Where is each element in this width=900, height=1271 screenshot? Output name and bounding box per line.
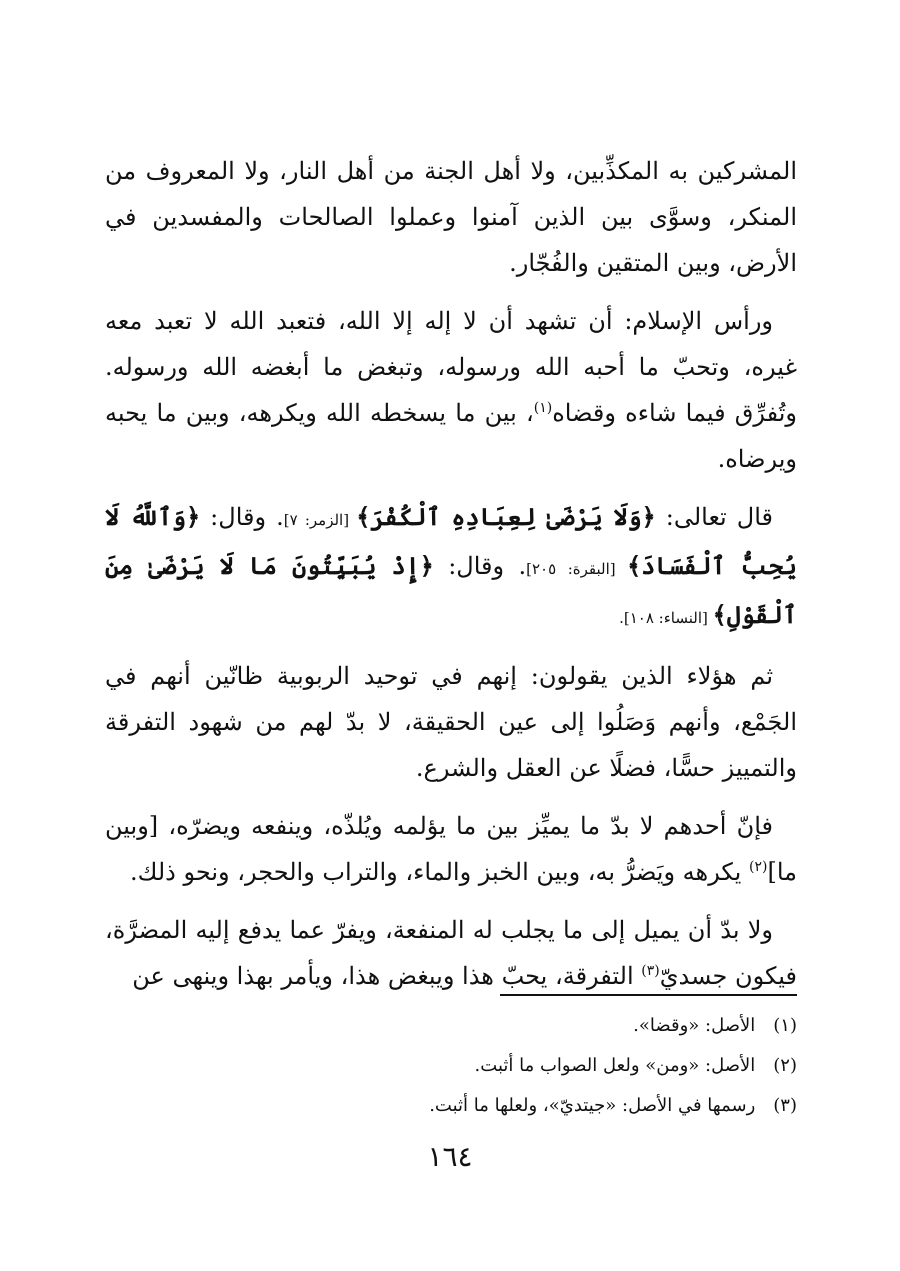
paragraph-5-text-b: يكرهه ويَضرُّ به، وبين الخبز والماء، والتراب والحجر، ونحو ذلك. — [129, 858, 749, 886]
paragraph-3-connector-2: . وقال: — [433, 552, 527, 580]
footnotes — [300, 1006, 797, 1126]
footnote-text: الأصل: «ومن» ولعل الصواب ما أثبت. — [474, 1055, 756, 1076]
paragraph-2-text-a: ورأس الإسلام: أن تشهد أن لا إله إلا الله، فتعبد الله لا تعبد معه غيره، وتحبّ ما أحبه الله ورسوله، وتبغض ما أبغضه الله ورسوله. وتُفرِّق فيما شاءه وقضاه — [105, 307, 797, 427]
footnote-marker-1[interactable]: (١) — [533, 400, 553, 416]
paragraph-2-text-b: ، بين ما يسخطه الله ويكرهه، وبين ما يحبه ويرضاه. — [105, 399, 797, 473]
footnote-text: الأصل: «وقضا». — [633, 1015, 756, 1036]
paragraph-5 — [105, 803, 797, 895]
paragraph-3-quran-citations — [105, 494, 797, 641]
footnote-number: (٢) — [773, 1055, 797, 1076]
footnote-2 — [300, 1046, 797, 1086]
verse-reference-2: [البقرة: ٢٠٥] — [526, 560, 628, 578]
paragraph-6-text-b: التفرقة، يحبّ هذا ويبغض هذا، ويأمر بهذا وينهى عن — [132, 962, 642, 990]
footnote-1 — [300, 1006, 797, 1046]
quran-verse-3: ﴿إِذْ يُبَيِّتُونَ مَا لَا يَرْضَىٰ مِنَ ٱلْقَوْلِ﴾ — [105, 551, 797, 629]
paragraph-2 — [105, 298, 797, 482]
footnote-number: (٣) — [773, 1095, 797, 1116]
footnote-marker-3[interactable]: (٣) — [641, 963, 660, 979]
paragraph-6 — [105, 907, 797, 999]
quran-verse-2: ﴿وَٱللَّهُ لَا يُحِبُّ ٱلْفَسَادَ﴾ — [105, 502, 797, 580]
paragraph-4: ثم هؤلاء الذين يقولون: إنهم في توحيد الربوبية ظانّين أنهم في الجَمْع، وأنهم وَصَلُوا إلى عين الحقيقة، لا بدّ لهم من شهود التفرقة والتمييز حسًّا، فضلًا عن العقل والشرع. — [105, 662, 797, 782]
paragraph-1: المشركين به المكذِّبين، ولا أهل الجنة من أهل النار، ولا المعروف من المنكر، وسوَّى بين الذين آمنوا وعملوا الصالحات والمفسدين في الأرض، وبين المتقين والفُجّار. — [105, 157, 797, 277]
footnote-separator — [500, 994, 797, 996]
footnote-number: (١) — [773, 1015, 797, 1036]
main-text — [105, 148, 797, 1011]
paragraph-5-text-a: فإنّ أحدهم لا بدّ ما يميِّز بين ما يؤلمه ويُلذّه، وينفعه ويضرّه، [وبين ما] — [105, 812, 797, 886]
paragraph-6-text-a: ولا بدّ أن يميل إلى ما يجلب له المنفعة، ويفرّ عما يدفع إليه المضرَّة، فيكون جسديّ — [105, 916, 797, 990]
quran-verse-1: ﴿وَلَا يَرْضَىٰ لِعِبَادِهِ ٱلْكُفْرَ﴾ — [356, 502, 656, 531]
paragraph-3-connector-1: . وقال: — [200, 503, 284, 531]
footnote-text: رسمها في الأصل: «جيتديّ»، ولعلها ما أثبت. — [429, 1095, 756, 1116]
footnote-3 — [300, 1086, 797, 1126]
paragraph-3-intro: قال تعالى: — [655, 503, 773, 531]
page-number: ١٦٤ — [427, 1140, 473, 1173]
verse-reference-3: [النساء: ١٠٨]. — [619, 609, 713, 627]
verse-reference-1: [الزمر: ٧] — [283, 511, 357, 529]
footnote-marker-2[interactable]: (٢) — [749, 859, 768, 875]
